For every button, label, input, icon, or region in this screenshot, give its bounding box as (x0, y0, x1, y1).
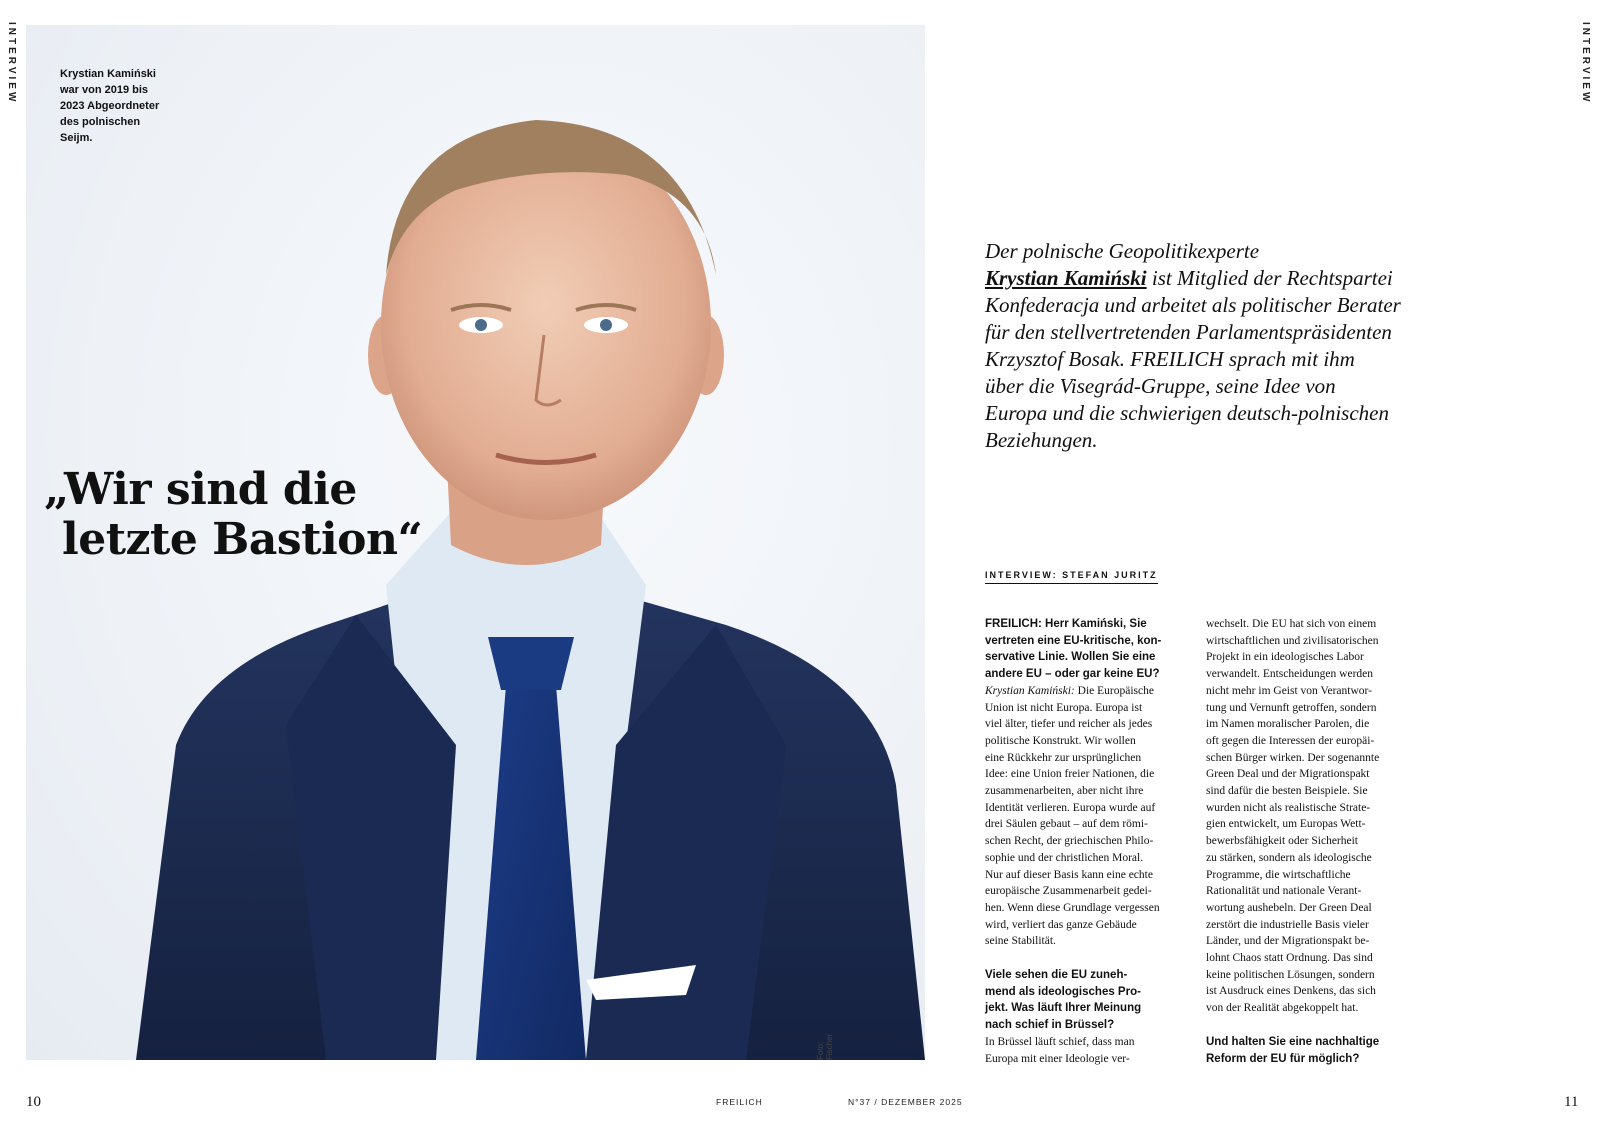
question-line: Reform der EU für möglich? (1206, 1052, 1360, 1065)
answer-line: im Namen moralischer Parolen, die (1206, 718, 1370, 731)
intro-line: Der polnische Geopolitikexperte (985, 239, 1260, 263)
question-line: Viele sehen die EU zuneh- (985, 969, 1128, 982)
answer-line: viel älter, tiefer und reicher als jedes (985, 718, 1153, 731)
intro-line: Beziehungen. (985, 428, 1098, 452)
caption-line: Seijm. (60, 132, 93, 144)
answer-line (985, 683, 1193, 700)
question-line: FREILICH: Herr Kamiński, Sie (985, 618, 1147, 630)
page-number-right: 11 (1564, 1094, 1579, 1110)
answer-text: Die Europäische (1074, 684, 1154, 697)
answer-line: wortung aushebeln. Der Green Deal (1206, 901, 1372, 914)
caption-line: 2023 Abgeordneter (60, 100, 160, 112)
answer-line: Projekt in ein ideologisches Labor (1206, 651, 1364, 664)
caption-line: des polnischen (60, 116, 141, 128)
paragraph-gap (1206, 1017, 1414, 1034)
answer-line: seine Stabilität. (985, 935, 1056, 948)
answer-line: wurden nicht als realistische Strate- (1206, 801, 1371, 814)
intro-line: über die Visegrád-Gruppe, seine Idee von (985, 374, 1336, 398)
answer-line: Green Deal und der Migrationspakt (1206, 768, 1370, 781)
speaker-name: Krystian Kamiński: (985, 684, 1075, 697)
intro-line: Europa und die schwierigen deutsch-polnischen (985, 401, 1389, 425)
answer-line: Länder, und der Migrationspakt be- (1206, 935, 1370, 948)
intro-line: für den stellvertretenden Parlamentspräsidenten (985, 320, 1392, 344)
question-line: nach schief in Brüssel? (985, 1019, 1115, 1032)
section-label-left: INTERVIEW (6, 22, 17, 105)
answer-line: drei Säulen gebaut – auf dem römi- (985, 818, 1148, 831)
answer-line: Programme, die wirtschaftliche (1206, 868, 1351, 881)
answer-line: Nur auf dieser Basis kann eine echte (985, 868, 1153, 881)
intro-text (985, 238, 1465, 454)
answer-line: sophie und der christlichen Moral. (985, 851, 1144, 864)
answer-line: lohnt Chaos statt Ordnung. Das sind (1206, 952, 1373, 965)
answer-line: schen Recht, der griechischen Philo- (985, 835, 1154, 848)
answer-line: gien entwickelt, um Europas Wett- (1206, 818, 1366, 831)
intro-line (985, 265, 1465, 292)
answer-line: nicht mehr im Geist von Verantwor- (1206, 684, 1372, 697)
question-line: servative Linie. Wollen Sie eine (985, 651, 1156, 664)
issue-info: N°37 / DEZEMBER 2025 (848, 1097, 963, 1107)
answer-line: europäische Zusammenarbeit gedei- (985, 885, 1152, 898)
intro-line-rest: ist Mitglied der Rechtspartei (1146, 266, 1393, 290)
answer-line: Europa mit einer Ideologie ver- (985, 1052, 1130, 1065)
section-label-right: INTERVIEW (1580, 22, 1591, 105)
answer-line: hen. Wenn diese Grundlage vergessen (985, 901, 1160, 914)
answer-line: sind dafür die besten Beispiele. Sie (1206, 785, 1368, 798)
paragraph-gap (985, 950, 1193, 967)
article-column-1 (985, 616, 1193, 1067)
answer-line: schen Bürger wirken. Der sogenannte (1206, 751, 1380, 764)
answer-line: bewerbsfähigkeit oder Sicherheit (1206, 835, 1358, 848)
answer-line: wird, verliert das ganze Gebäude (985, 918, 1137, 931)
caption-line: war von 2019 bis (60, 84, 149, 96)
answer-line: tung und Vernunft getroffen, sondern (1206, 701, 1377, 714)
answer-line: politische Konstrukt. Wir wollen (985, 734, 1136, 747)
question-line: mend als ideologisches Pro- (985, 985, 1141, 998)
intro-line: Krzysztof Bosak. FREILICH sprach mit ihm (985, 347, 1355, 371)
intro-line: Konfederacja und arbeitet als politischer Berater (985, 293, 1401, 317)
answer-line: eine Rückkehr zur ursprünglichen (985, 751, 1142, 764)
article-column-2 (1206, 616, 1414, 1067)
page-number-left: 10 (26, 1094, 41, 1110)
headline-line: „Wir sind die (44, 464, 357, 515)
caption-line: Krystian Kamiński (60, 68, 156, 80)
answer-line: zusammenarbeiten, aber nicht ihre (985, 785, 1144, 798)
question-line: Und halten Sie eine nachhaltige (1206, 1035, 1380, 1048)
answer-line: Rationalität und nationale Verant- (1206, 885, 1362, 898)
answer-line: keine politischen Lösungen, sondern (1206, 968, 1375, 981)
magazine-name: FREILICH (716, 1097, 763, 1107)
answer-line: wechselt. Die EU hat sich von einem (1206, 618, 1377, 630)
headline (44, 465, 464, 565)
answer-line: zerstört die industrielle Basis vieler (1206, 918, 1369, 931)
answer-line: von der Realität abgekoppelt hat. (1206, 1002, 1359, 1015)
portrait-photo (26, 25, 925, 1060)
question-line: jekt. Was läuft Ihrer Meinung (985, 1002, 1142, 1015)
headline-line: letzte Bastion“ (62, 514, 423, 565)
answer-line: Idee: eine Union freier Nationen, die (985, 768, 1155, 781)
byline: INTERVIEW: STEFAN JURITZ (985, 570, 1158, 584)
answer-line: zu stärken, sondern als ideologische (1206, 851, 1372, 864)
photo-credit: Foto: Fischer (816, 1033, 834, 1060)
answer-line: Identität verlieren. Europa wurde auf (985, 801, 1156, 814)
answer-line: In Brüssel läuft schief, dass man (985, 1035, 1135, 1048)
interviewee-name-link[interactable]: Krystian Kamiński (985, 266, 1147, 290)
photo-caption (60, 66, 190, 146)
answer-line: verwandelt. Entscheidungen werden (1206, 668, 1374, 681)
answer-line: ist Ausdruck eines Denkens, das sich (1206, 985, 1376, 998)
answer-line: oft gegen die Interessen der europäi- (1206, 734, 1375, 747)
answer-line: Union ist nicht Europa. Europa ist (985, 701, 1143, 714)
question-line: vertreten eine EU-kritische, kon- (985, 634, 1162, 647)
answer-line: wirtschaftlichen und zivilisatorischen (1206, 634, 1379, 647)
question-line: andere EU – oder gar keine EU? (985, 668, 1160, 681)
